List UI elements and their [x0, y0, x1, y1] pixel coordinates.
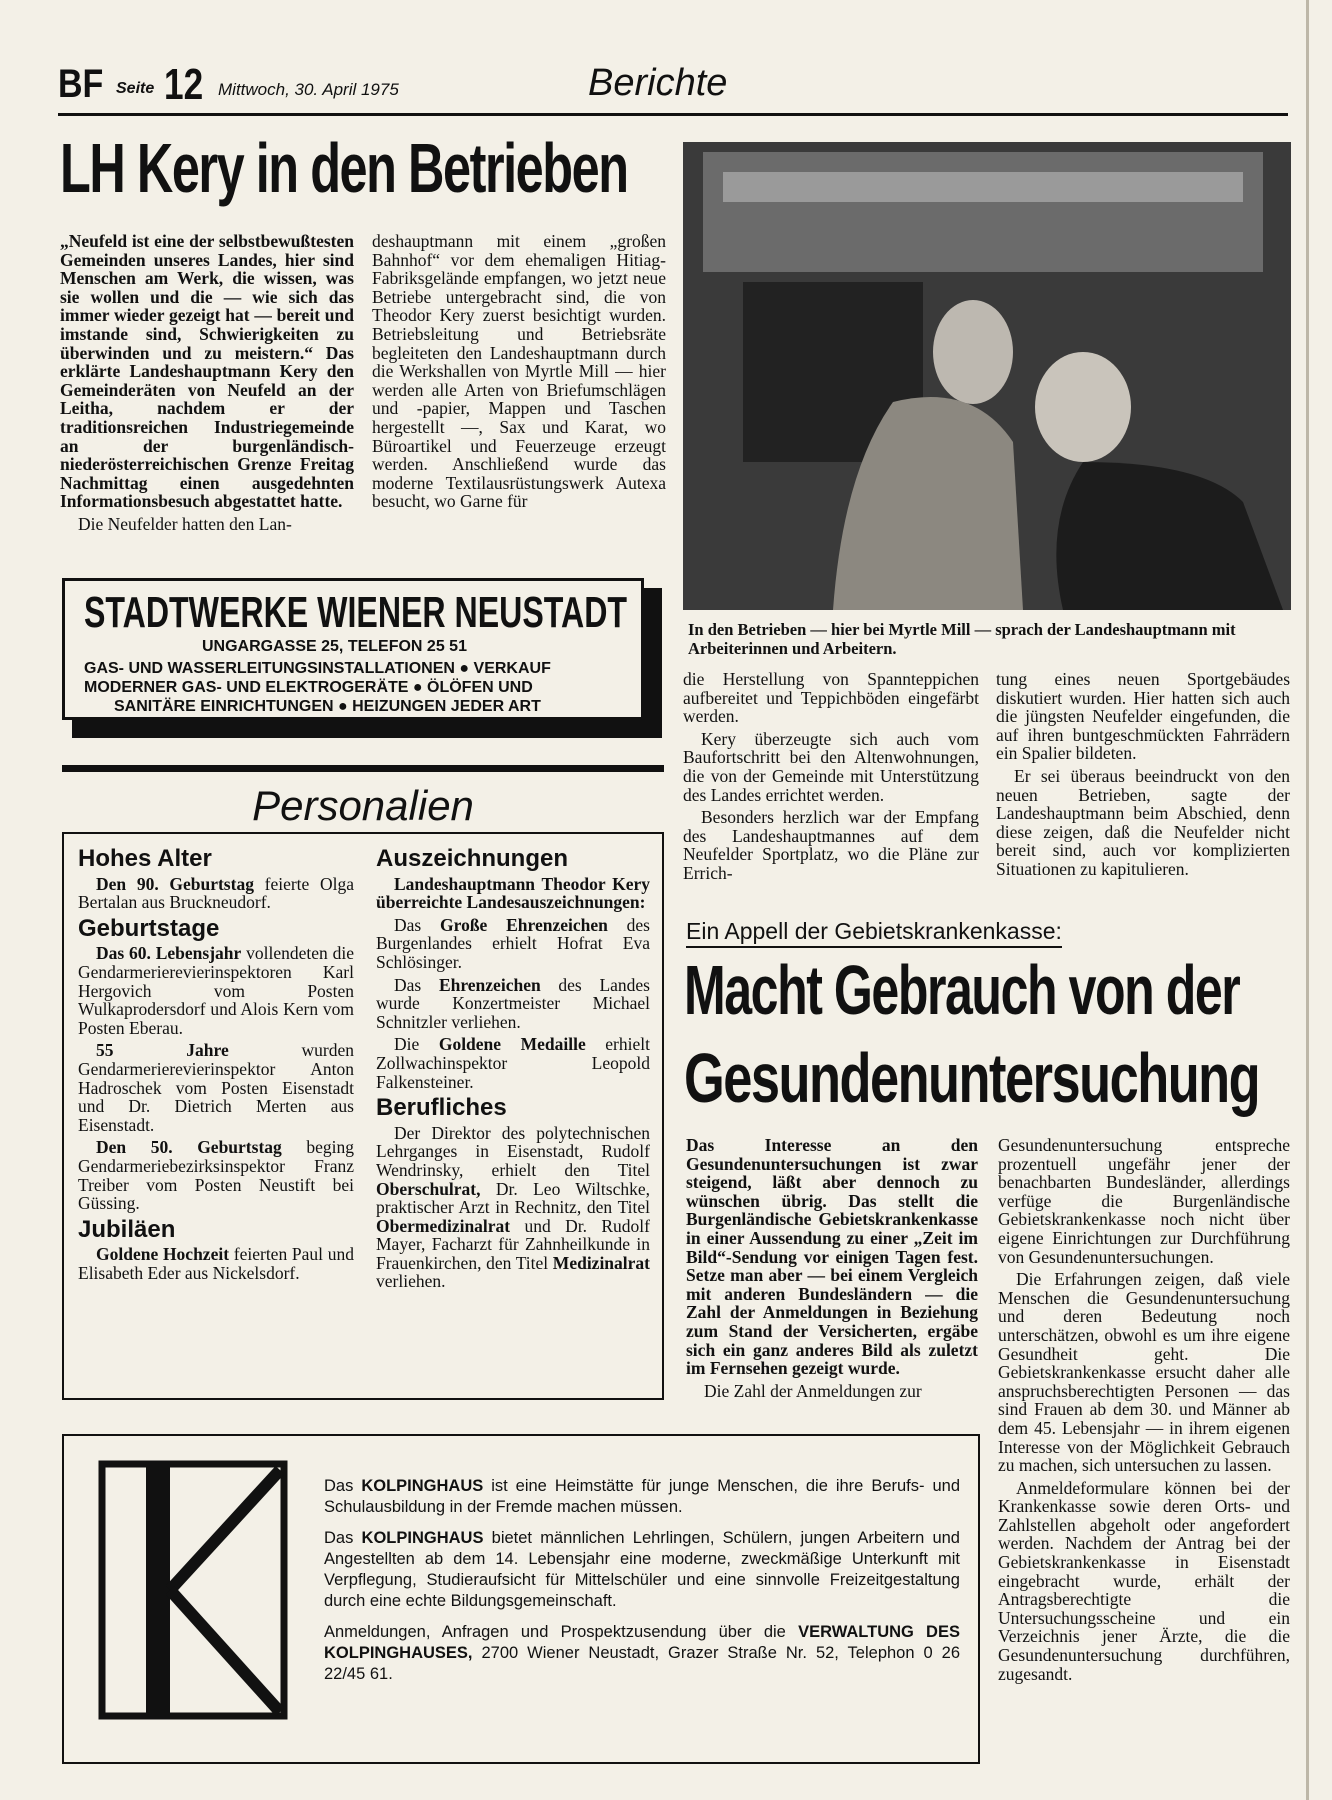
text: Das: [324, 1529, 362, 1547]
text: des Burgenlandes erhielt Hofrat Eva Schlösinger.: [376, 914, 650, 972]
text: Die: [394, 1034, 439, 1055]
ad-stadtwerke-title: STADTWERKE WIENER NEUSTADT: [84, 588, 628, 637]
ad-stadtwerke: [62, 578, 662, 738]
gkk-p: Gesundenuntersuchung entspreche prozentuell ungefähr jener der benachbarten Bundesländer, allerdings verfüge die Burgenländische Gebietskrankenkasse noch nicht über eigene Einrichtungen zur Durchführung von Gesundenuntersuchungen.: [998, 1135, 1290, 1267]
bold-lead: Große Ehrenzeichen: [440, 914, 608, 935]
ad-stadtwerke-line: MODERNER GAS- UND ELEKTROGERÄTE ● ÖLÖFEN UND: [84, 679, 533, 696]
text: feierte Olga Bertalan aus Bruckneudorf.: [78, 873, 355, 913]
text: Anmeldungen, Anfragen und Prospektzusendung über die: [324, 1623, 799, 1641]
gkk-p: Die Erfahrungen zeigen, daß viele Menschen die Gesundenuntersuchung und deren Bedeutung noch unterschätzen, obwohl es um ihre eigene Gesundheit geht. Die Gebietskrankenkasse ersucht daher alle anspruchsberechtigten Personen — das sind Frauen ab dem 30. und Männer ab dem 45. Lebensjahr — in ihrem eigenen Interesse von der Möglichkeit Gebrauch zu machen, sich untersuchen zu lassen.: [998, 1269, 1290, 1476]
text: beging Gendarmeriebezirksinspektor Franz Treiber vom Posten Neustift bei Güssing.: [78, 1137, 354, 1214]
article-photo: [683, 142, 1291, 610]
text: des Landes wurde Konzertmeister Michael Schnitzler verliehen.: [376, 974, 650, 1032]
text: Das: [394, 974, 439, 995]
text: feierten Paul und Elisabeth Eder aus Nickelsdorf.: [78, 1244, 355, 1283]
main-headline: LH Kery in den Betrieben: [60, 129, 628, 207]
gkk-p: Die Zahl der Anmeldungen zur: [704, 1380, 922, 1401]
bold-lead: Den 90. Geburtstag: [96, 873, 254, 894]
heading-berufliches: Berufliches: [376, 1094, 507, 1122]
text: ist eine Heimstätte für junge Menschen, die ihre Berufs- und Schulausbildung in der Fremde machen müssen.: [324, 1477, 960, 1516]
personalien-title: Personalien: [252, 782, 474, 829]
heading-jubilaeen: Jubiläen: [78, 1215, 176, 1243]
bold-lead: Das 60. Lebensjahr: [96, 943, 242, 964]
main-article-lead: „Neufeld ist eine der selbstbewußtesten Gemeinden unseres Landes, hier sind Menschen am Werk, die wissen, was sie wollen und die — wie sich das immer wieder gezeigt hat — bereit und imstande sind, Schwierigkeiten zu überwinden und zu meistern.“ Das erklärte Landeshauptmann Kery den Gemeinderäten von Neufeld an der Leitha, nachdem er der traditionsreichen Industriegemeinde an der burgenländisch-niederösterreichischen Grenze Freitag Nachmittag einen ausgedehnten Informationsbesuch abgestattet hatte.: [60, 231, 354, 512]
text: Das: [324, 1477, 362, 1495]
personalien-col1: [78, 842, 354, 1286]
text: bietet männlichen Lehrlingen, Schülern, jungen Arbeitern und Angestellten ab dem 14. Lebensjahr eine moderne, zweckmäßige Unterkunft mit Verpflegung, Studieraufsicht für Mittelschüler und eine sinnvolle Freizeitgestaltung durch eine echte Bildungsgemeinschaft.: [324, 1529, 960, 1610]
text: Das: [394, 914, 441, 935]
text: und Dr. Rudolf Mayer, Facharzt für Zahnheilkunde in Frauenkirchen, den Titel: [376, 1215, 650, 1273]
main-article-p: die Herstellung von Spannteppichen aufbereitet und Teppichböden eingefärbt werden.: [683, 669, 979, 727]
ad-stadtwerke-line: SANITÄRE EINRICHTUNGEN ● HEIZUNGEN JEDER ART: [114, 698, 541, 715]
gkk-col-left: [686, 1136, 978, 1404]
bold-lead: Goldene Hochzeit: [96, 1244, 230, 1265]
kolping-text: [324, 1476, 960, 1685]
ad-stadtwerke-line: GAS- UND WASSERLEITUNGSINSTALLATIONEN ● VERKAUF: [84, 660, 551, 677]
bold-lead: 55 Jahre: [96, 1040, 229, 1061]
main-article-p: Die Neufelder hatten den Lan-: [78, 513, 292, 534]
personalien-top-rule: [62, 765, 664, 772]
gkk-col-right: [998, 1136, 1290, 1687]
heading-hohes-alter: Hohes Alter: [78, 845, 212, 872]
text: Dr. Leo Wiltschke, praktischer Arzt in Rechnitz, den Titel: [376, 1178, 650, 1218]
page-header: [58, 62, 1298, 112]
main-article-p: Kery überzeugte sich auch vom Baufortschritt bei den Altenwohnungen, die von der Gemeinde mit Unterstützung des Landes errichtet werden.: [683, 728, 979, 805]
kolping-logo: [98, 1460, 288, 1720]
personalien-col2: [376, 842, 650, 1295]
gkk-headline-2: Gesundenuntersuchung: [684, 1039, 1260, 1117]
main-article-col2: [372, 232, 666, 515]
page-edge: [1306, 0, 1309, 1800]
bold-title: Oberschulrat,: [376, 1178, 481, 1199]
photo-caption: In den Betrieben — hier bei Myrtle Mill — sprach der Landeshauptmann mit Arbeiterinnen und Arbeitern.: [688, 620, 1236, 658]
heading-geburtstage: Geburtstage: [78, 914, 220, 942]
gkk-p: Anmeldeformulare können bei der Krankenkasse sowie deren Orts- und Zahlstellen abgeholt oder angefordert werden. Nachdem der Antrag bei der Gebietskrankenkasse in Eisenstadt eingebracht wurde, erhält der Antragsberechtigte die Untersuchungsscheine und ein Verzeichnis jener Ärzte, die die Gesundenuntersuchung durchführen, zugesandt.: [998, 1477, 1290, 1684]
bold-lead: Den 50. Geburtstag: [96, 1137, 282, 1158]
kolping-admin: VERWALTUNG DES KOLPINGHAUSES,: [324, 1623, 960, 1662]
main-article-col1: [60, 232, 354, 538]
bold-lead: Goldene Medaille: [438, 1034, 586, 1055]
photo-illustration: [683, 142, 1291, 610]
text: Der Direktor des polytechnischen Lehrganges in Eisenstadt, Rudolf Wendrinsky, erhielt den Titel: [376, 1122, 650, 1180]
kolping-name: KOLPINGHAUS: [361, 1529, 484, 1547]
page-number: 12: [164, 60, 204, 109]
auszeichnungen-intro: Landeshauptmann Theodor Kery überreichte Landesauszeichnungen:: [376, 873, 650, 913]
heading-auszeichnungen: Auszeichnungen: [376, 845, 569, 872]
bold-lead: Ehrenzeichen: [438, 974, 541, 995]
ad-kolping: [62, 1434, 980, 1764]
kolping-name: KOLPINGHAUS: [361, 1477, 484, 1495]
main-article-col3: [683, 670, 979, 887]
section-title: Berichte: [588, 62, 728, 104]
text: wurden Gendarmerierevierinspektor Anton Hadroschek vom Posten Eisenstadt und Dr. Dietrich Merten aus Eisenstadt.: [78, 1040, 354, 1135]
bold-title: Obermedizinalrat: [376, 1215, 511, 1236]
main-article-p: Er sei überaus beeindruckt von den neuen Betrieben, sagte der Landeshauptmann beim Abschied, denn diese zeigen, daß die Neufelder nicht bereit sind, auch vor komplizierten Situationen zu kapitulieren.: [996, 765, 1290, 879]
text: erhielt Zollwachinspektor Leopold Falkensteiner.: [376, 1034, 650, 1092]
ad-stadtwerke-address: UNGARGASSE 25, TELEFON 25 51: [202, 638, 467, 655]
text: vollendeten die Gendarmerierevierinspektoren Karl Hergovich vom Posten Wulkaprodersdorf und Alois Kern vom Posten Eberau.: [78, 943, 354, 1038]
header-rule: [58, 113, 1288, 116]
main-article-p: Besonders herzlich war der Empfang des Landeshauptmannes auf dem Neufelder Sportplatz, wo die Pläne zur Errich-: [683, 807, 979, 883]
text: 2700 Wiener Neustadt, Grazer Straße Nr. 52, Telephon 0 26 22/45 61.: [324, 1644, 960, 1683]
paper-logo: BF: [58, 62, 104, 106]
gkk-lead: Das Interesse an den Gesundenuntersuchungen ist zwar steigend, läßt aber dennoch zu wünschen übrig. Das stellt die Burgenländische Gebietskrankenkasse in einer Aussendung zu einer „Zeit im Bild“-Sendung vor einigen Tagen fest. Setze man aber — bei einem Vergleich mit anderen Bundesländern — die Zahl der Anmeldungen in Beziehung zum Stand der Versicherten, ergäbe sich ein ganz anderes Bild als zuletzt im Fernsehen gezeigt wurde.: [686, 1135, 978, 1379]
main-article-p: deshauptmann mit einem „großen Bahnhof“ vor dem ehemaligen Hitiag-Fabriksgelände empfangen, wo jetzt neue Betriebe untergebracht sind, die von Theodor Kery zuerst besichtigt wurden. Betriebsleitung und Betriebsräte begleiteten den Landeshauptmann durch die Werkshallen von Myrtle Mill — hier werden alle Arten von Briefumschlägen und -papier, Mappen und Taschen hergestellt —, Sax und Karat, wo Büroartikel und Feuerzeuge erzeugt werden. Anschließend wurde das moderne Textilausrüstungswerk Autexa besucht, wo Garne für: [372, 231, 666, 512]
gkk-headline-1: Macht Gebrauch von der: [684, 951, 1240, 1029]
gkk-kicker: Ein Appell der Gebietskrankenkasse:: [686, 918, 1062, 948]
issue-date: Mittwoch, 30. April 1975: [218, 80, 399, 99]
main-article-p: tung eines neuen Sportgebäudes diskutiert wurden. Hier hatten sich auch die jüngsten Neufelder eingefunden, die auf ihren buntgeschmückten Fahrrädern ein Spalier bildeten.: [996, 669, 1290, 764]
main-article-col4: [996, 670, 1290, 883]
seite-label: Seite: [116, 80, 155, 97]
bold-title: Medizinalrat: [552, 1252, 650, 1273]
text: verliehen.: [376, 1271, 446, 1292]
